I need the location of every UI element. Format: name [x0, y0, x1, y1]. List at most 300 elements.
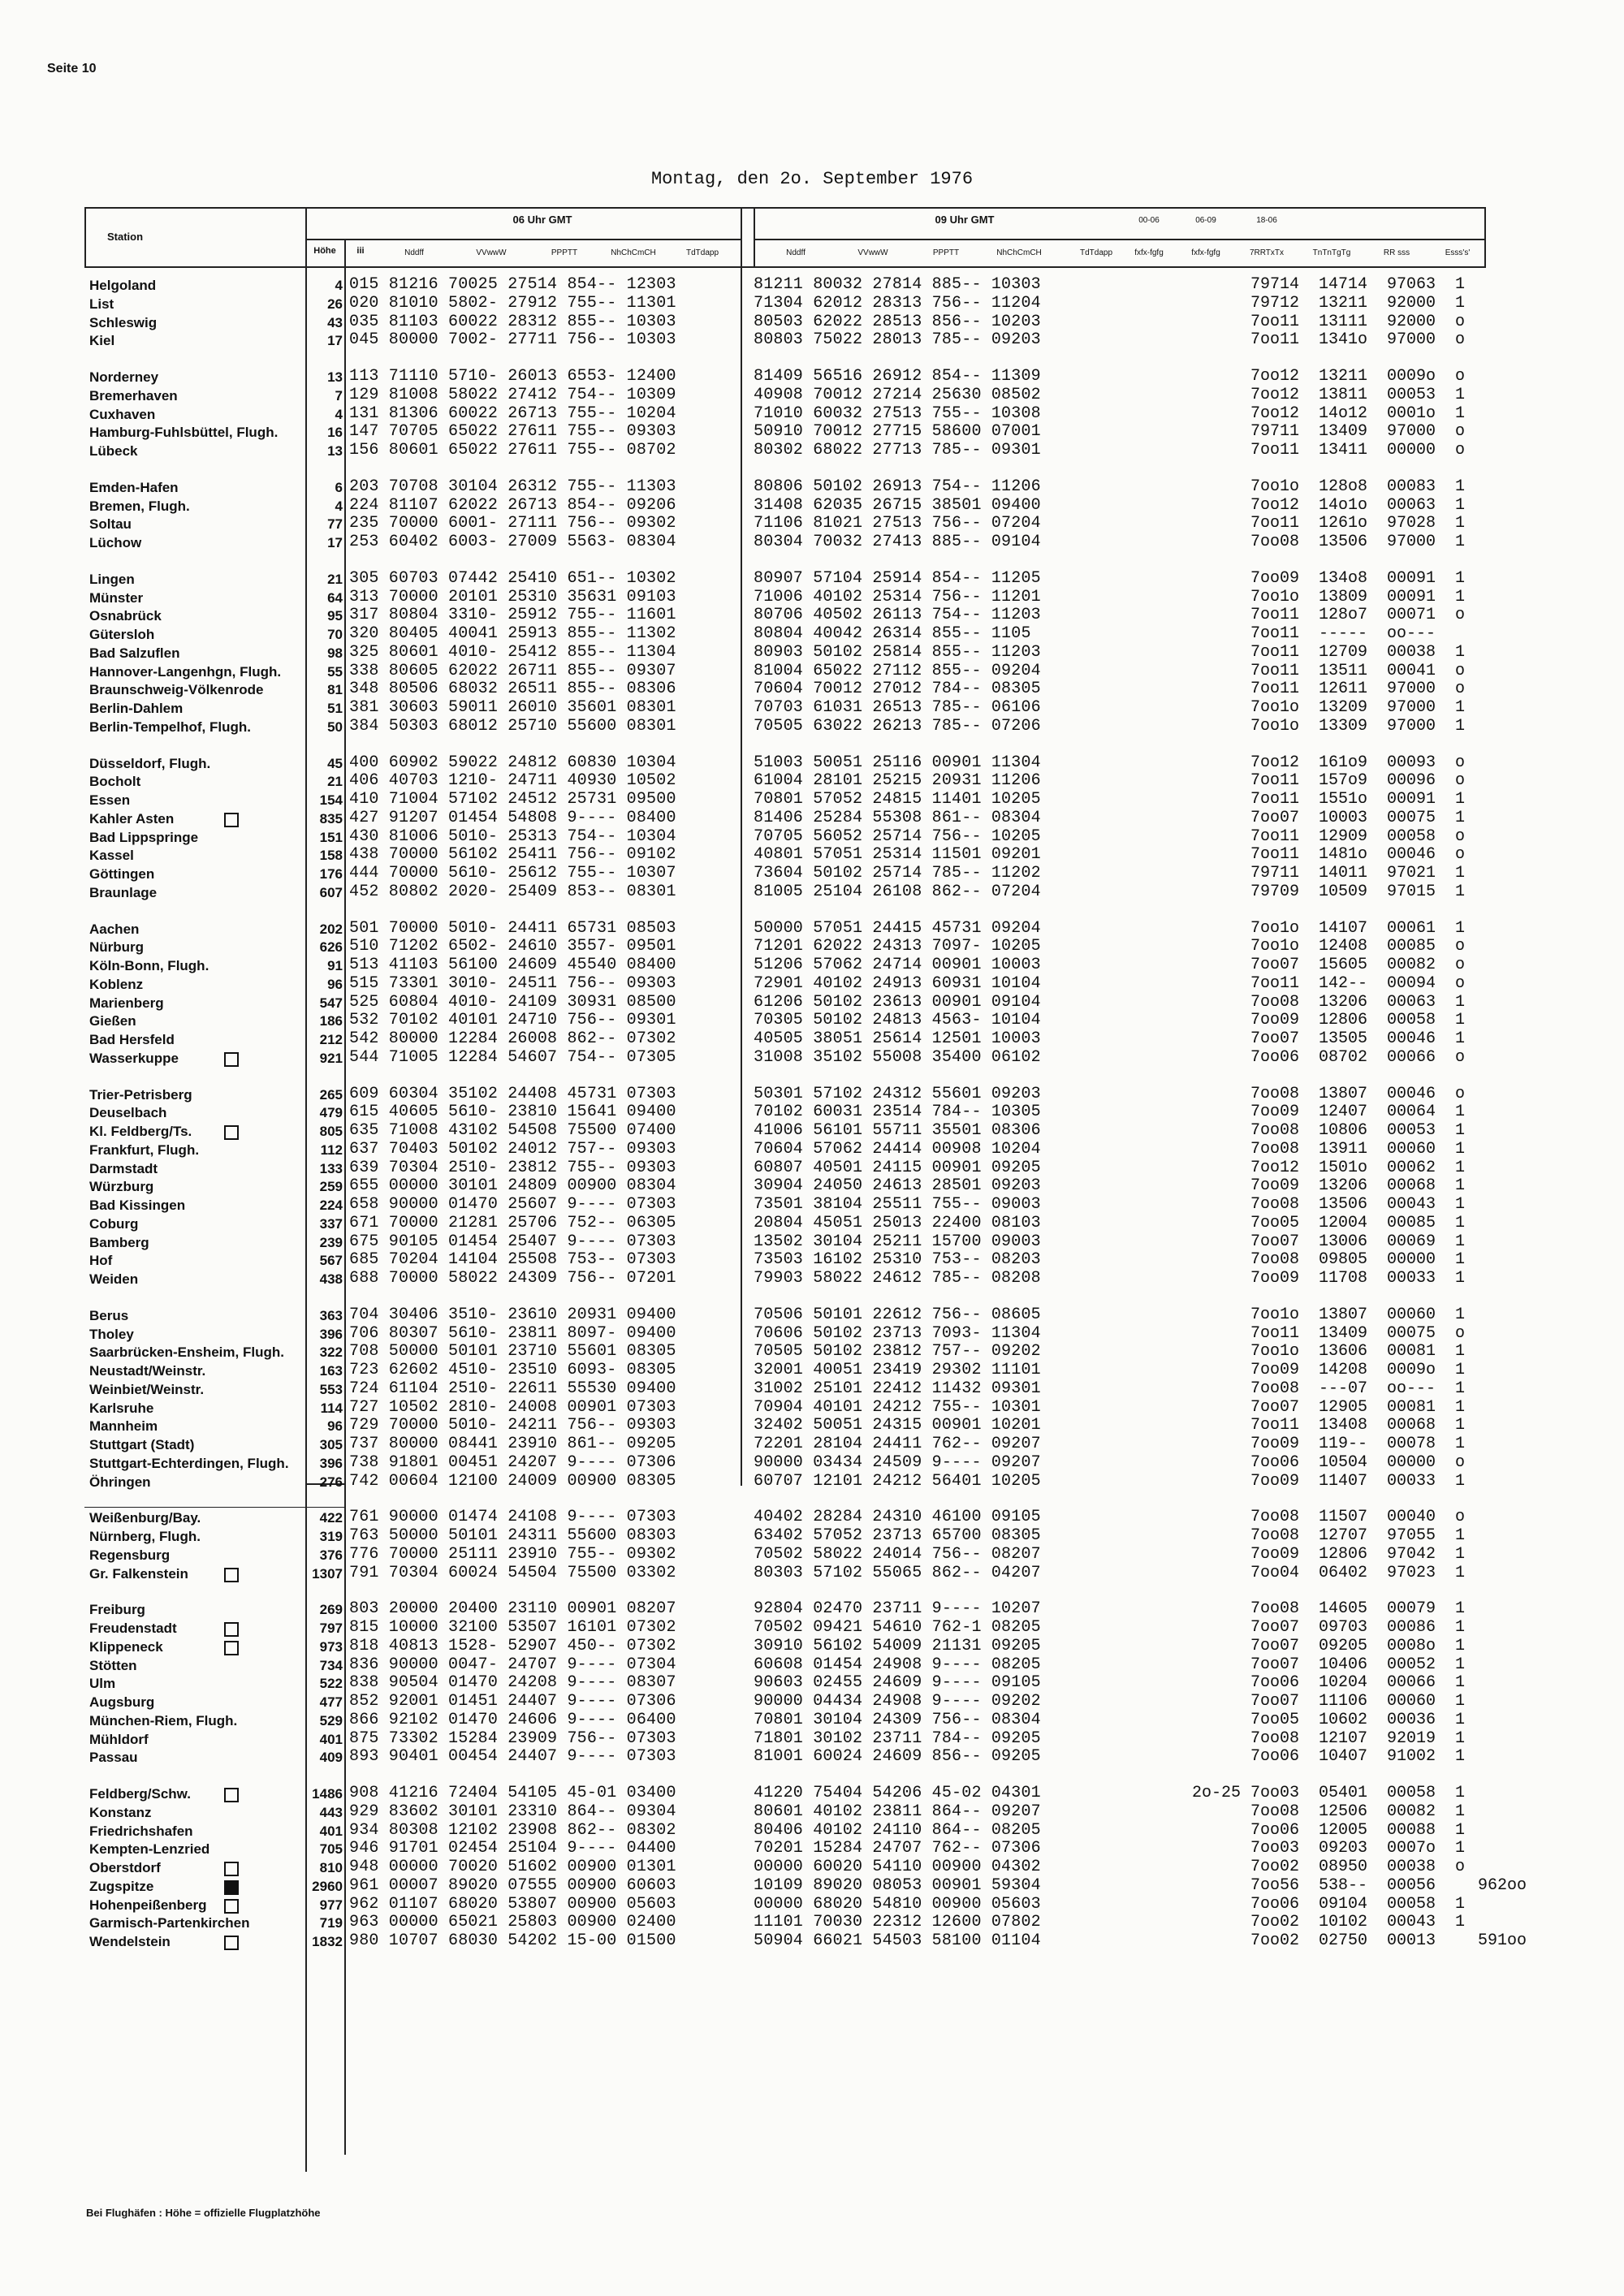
station-name: Köln-Bonn, Flugh.: [89, 958, 209, 973]
extremes-values: 7oo11 142-- 00094 o: [1250, 973, 1466, 993]
obs-06-values: 035 81103 60022 28312 855-- 10303: [349, 312, 676, 331]
obs-06-values: 685 70204 14104 25508 753-- 07303: [349, 1250, 676, 1270]
obs-06-values: 400 60902 59022 24812 60830 10304: [349, 753, 676, 772]
extremes-values: 7oo07 09205 0008o 1: [1250, 1636, 1466, 1655]
extremes-values: 7oo07 11106 00060 1: [1250, 1692, 1466, 1711]
obs-09-values: 70201 15284 24707 762-- 07306: [754, 1839, 1041, 1858]
obs-06-values: 675 90105 01454 25407 9---- 07303: [349, 1232, 676, 1251]
station-name: Neustadt/Weinstr.: [89, 1363, 206, 1379]
station-name: Bamberg: [89, 1234, 149, 1250]
col-divider: [741, 207, 742, 1486]
station-name: Helgoland: [89, 278, 157, 293]
station-altitude: 797: [319, 1621, 343, 1636]
station-header: Station: [106, 231, 144, 243]
obs-09-values: 31002 25101 22412 11432 09301: [754, 1379, 1041, 1398]
station-altitude: 55: [327, 663, 343, 680]
station-name: Tholey: [89, 1326, 134, 1342]
extremes-values: 7oo07 09703 00086 1: [1250, 1618, 1466, 1637]
obs-06-values: 776 70000 25111 23910 755-- 09302: [349, 1544, 676, 1564]
station-altitude: 2960: [312, 1878, 343, 1894]
station-altitude: 212: [319, 1032, 343, 1047]
obs-06-values: 815 10000 32100 53507 16101 07302: [349, 1618, 676, 1637]
station-name: Düsseldorf, Flugh.: [89, 755, 211, 771]
obs-06-values: 737 80000 08441 23910 861-- 09205: [349, 1435, 676, 1453]
station-name: Freiburg: [89, 1602, 145, 1618]
obs-09-values: 71106 81021 27513 756-- 07204: [754, 514, 1041, 533]
extremes-values: 7oo08 13807 00046 o: [1250, 1084, 1466, 1103]
obs-06-values: 444 70000 5610- 25612 755-- 10307: [349, 864, 676, 883]
station-name: Frankfurt, Flugh.: [89, 1142, 200, 1158]
obs-06-values: 510 71202 6502- 24610 3557- 09501: [349, 937, 676, 956]
obs-06-values: 866 92102 01470 24606 9---- 06400: [349, 1710, 676, 1729]
obs-09-values: 80806 50102 26913 754-- 11206: [754, 477, 1041, 496]
station-name: Garmisch-Partenkirchen: [89, 1915, 250, 1931]
station-name: Mühldorf: [89, 1731, 149, 1747]
station-altitude: 529: [319, 1712, 343, 1728]
station-altitude: 96: [327, 976, 343, 992]
extremes-values: 7oo06 10204 00066 1: [1250, 1673, 1466, 1693]
obs-09-values: 80804 40042 26314 855-- 1105: [754, 624, 1031, 643]
col-nddff-09: Nddff: [786, 248, 806, 257]
obs-09-values: 50904 66021 54503 58100 01104: [754, 1931, 1041, 1950]
extremes-values: 7oo1o 14107 00061 1: [1250, 918, 1466, 938]
station-name: Berlin-Dahlem: [89, 701, 184, 716]
obs-09-values: 71304 62012 28313 756-- 11204: [754, 293, 1041, 313]
station-altitude: 479: [319, 1105, 343, 1121]
obs-09-values: 79903 58022 24612 785-- 08208: [754, 1269, 1041, 1288]
station-altitude: 322: [319, 1344, 343, 1361]
station-name: Stuttgart-Echterdingen, Flugh.: [89, 1455, 289, 1471]
obs-06-values: 803 20000 20400 23110 00901 08207: [349, 1599, 676, 1619]
obs-09-values: 51206 57062 24714 00901 10003: [754, 956, 1041, 974]
station-altitude: 151: [319, 829, 343, 845]
station-altitude: 719: [319, 1915, 343, 1931]
extremes-values: 7oo12 13811 00053 1: [1250, 385, 1466, 404]
station-altitude: 43: [327, 314, 343, 330]
station-name: Darmstadt: [89, 1160, 158, 1176]
station-altitude: 13: [327, 369, 343, 385]
station-altitude: 224: [319, 1198, 343, 1213]
sub-c: 7RRTxTx: [1249, 248, 1285, 257]
empty-square-icon: [224, 813, 239, 827]
obs-06-values: 338 80605 62022 26711 855-- 09307: [349, 661, 676, 680]
obs-09-values: 70801 57052 24815 11401 10205: [754, 790, 1041, 809]
obs-06-values: 948 00000 70020 51602 00900 01301: [349, 1858, 676, 1876]
extremes-values: 7oo08 ---07 oo--- 1: [1250, 1379, 1466, 1398]
obs-09-values: 30910 56102 54009 21131 09205: [754, 1636, 1041, 1655]
extremes-values: 7oo08 13506 97000 1: [1250, 533, 1466, 551]
station-name: Freudenstadt: [89, 1621, 177, 1636]
obs-06-values: 615 40605 5610- 23810 15641 09400: [349, 1103, 676, 1122]
station-altitude: 64: [327, 589, 343, 606]
extremes-values: 7oo08 14605 00079 1: [1250, 1599, 1466, 1619]
obs-06-values: 501 70000 5010- 24411 65731 08503: [349, 918, 676, 938]
station-name: Weiden: [89, 1271, 139, 1287]
obs-09-values: 70505 63022 26213 785-- 07206: [754, 716, 1041, 736]
obs-09-values: 70705 56052 25714 756-- 10205: [754, 826, 1041, 846]
obs-09-values: 00000 60020 54110 00900 04302: [754, 1858, 1041, 1876]
extremes-values: 7oo08 12506 00082 1: [1250, 1802, 1466, 1821]
obs-09-values: 40402 28284 24310 46100 09105: [754, 1508, 1041, 1527]
station-altitude: 186: [319, 1013, 343, 1029]
obs-09-values: 81004 65022 27112 855-- 09204: [754, 661, 1041, 680]
station-name: Wendelstein: [89, 1934, 171, 1949]
extremes-values: 7oo11 13511 00041 o: [1250, 661, 1466, 680]
station-altitude: 45: [327, 755, 343, 771]
station-altitude: 567: [319, 1253, 343, 1269]
obs-06-values: 427 91207 01454 54808 9---- 08400: [349, 808, 676, 827]
obs-06-values: 253 60402 6003- 27009 5563- 08304: [349, 533, 676, 551]
sub-b: fxfx-fgfg: [1191, 248, 1220, 257]
obs-06-values: 946 91701 02454 25104 9---- 04400: [349, 1839, 676, 1858]
station-altitude: 6: [335, 479, 343, 495]
station-altitude: 259: [319, 1179, 343, 1195]
station-altitude: 810: [319, 1860, 343, 1875]
station-name: Friedrichshafen: [89, 1823, 193, 1839]
obs-09-values: 50910 70012 27715 58600 07001: [754, 422, 1041, 442]
obs-09-values: 13502 30104 25211 15700 09003: [754, 1232, 1041, 1251]
obs-09-values: 40505 38051 25614 12501 10003: [754, 1029, 1041, 1048]
extremes-values: 7oo1o 13309 97000 1: [1250, 716, 1466, 736]
station-altitude: 607: [319, 884, 343, 900]
station-altitude: 1486: [312, 1786, 343, 1802]
extremes-values: 7oo11 13111 92000 o: [1250, 312, 1466, 331]
obs-06-values: 908 41216 72404 54105 45-01 03400: [349, 1784, 676, 1802]
extremes-values: 7oo1o 13606 00081 1: [1250, 1342, 1466, 1362]
extremes-values: 7oo09 13206 00068 1: [1250, 1176, 1466, 1196]
station-name: Zugspitze: [89, 1878, 154, 1894]
extremes-values: 7oo09 12806 00058 1: [1250, 1011, 1466, 1030]
station-altitude: 17: [327, 535, 343, 550]
obs-09-values: 51003 50051 25116 00901 11304: [754, 753, 1041, 772]
table-border: [1484, 207, 1486, 268]
extremes-values: 7oo09 12806 97042 1: [1250, 1544, 1466, 1564]
extremes-values: 7oo08 13506 00043 1: [1250, 1195, 1466, 1214]
extremes-values: 7oo08 09805 00000 1: [1250, 1250, 1466, 1270]
extremes-values: 7oo11 1551o 00091 1: [1250, 790, 1466, 809]
station-altitude: 13: [327, 443, 343, 459]
extremes-values: 7oo09 11708 00033 1: [1250, 1269, 1466, 1288]
obs09-header: 09 Uhr GMT: [935, 214, 995, 226]
station-altitude: 202: [319, 921, 343, 937]
station-name: Karlsruhe: [89, 1400, 154, 1416]
extremes-values: 7oo09 134o8 00091 1: [1250, 568, 1466, 588]
page-number: Seite 10: [47, 62, 97, 76]
extra-value: 591oo: [1478, 1931, 1527, 1950]
station-name: Norderney: [89, 369, 159, 385]
station-altitude: 17: [327, 333, 343, 349]
obs-09-values: 70606 50102 23713 7093- 11304: [754, 1323, 1041, 1343]
station-name: Gr. Falkenstein: [89, 1565, 188, 1582]
station-altitude: 626: [319, 939, 343, 956]
extra-value: 962oo: [1478, 1875, 1527, 1895]
obs-06-values: 609 60304 35102 24408 45731 07303: [349, 1084, 676, 1103]
extremes-values: 7oo11 157o9 00096 o: [1250, 771, 1466, 791]
station-name: Stötten: [89, 1657, 137, 1673]
extremes-values: 7oo06 09104 00058 1: [1250, 1894, 1466, 1914]
extremes-values: 7oo08 13206 00063 1: [1250, 992, 1466, 1012]
obs-09-values: 50301 57102 24312 55601 09203: [754, 1084, 1041, 1103]
station-altitude: 547: [319, 995, 343, 1011]
extremes-values: 7oo02 08950 00038 o: [1250, 1858, 1466, 1876]
col-divider: [344, 239, 346, 2155]
station-altitude: 21: [327, 571, 343, 587]
station-name: Lübeck: [89, 443, 138, 459]
station-altitude: 401: [319, 1731, 343, 1747]
station-name: Koblenz: [89, 976, 144, 992]
station-name: Bremen, Flugh.: [89, 498, 190, 514]
station-name: Lingen: [89, 571, 135, 587]
obs-06-values: 836 90000 0047- 24707 9---- 07304: [349, 1655, 676, 1674]
empty-square-icon: [224, 1052, 239, 1067]
obs-06-values: 637 70403 50102 24012 757-- 09303: [349, 1139, 676, 1159]
station-name: Kahler Asten: [89, 810, 175, 826]
obs-09-values: 81001 60024 24609 856-- 09205: [754, 1747, 1041, 1767]
extremes-values: 7oo1o 13809 00091 1: [1250, 587, 1466, 606]
station-altitude: 158: [319, 848, 343, 864]
obs-06-values: 706 80307 5610- 23811 8097- 09400: [349, 1323, 676, 1343]
station-altitude: 1307: [312, 1565, 343, 1582]
station-name: Kiel: [89, 333, 115, 349]
col-ppptt-06: PPPTT: [551, 248, 578, 257]
extremes-values: 7oo05 10602 00036 1: [1250, 1710, 1466, 1729]
station-name: Göttingen: [89, 866, 155, 882]
obs-09-values: 73503 16102 25310 753-- 08203: [754, 1250, 1041, 1270]
station-name: Deuselbach: [89, 1105, 167, 1121]
period-b: 06-09: [1195, 216, 1216, 225]
period-note: 2o-25: [1192, 1784, 1242, 1802]
station-altitude: 81: [327, 682, 343, 698]
header-divider: [305, 239, 741, 240]
station-altitude: 91: [327, 958, 343, 973]
obs-06-values: 203 70708 30104 26312 755-- 11303: [349, 477, 676, 496]
obs-09-values: 61206 50102 23613 00901 09104: [754, 992, 1041, 1012]
station-name: Regensburg: [89, 1547, 171, 1563]
obs-09-values: 73604 50102 25714 785-- 11202: [754, 864, 1041, 883]
period-c: 18-06: [1256, 216, 1277, 225]
obs-09-values: 80601 40102 23811 864-- 09207: [754, 1802, 1041, 1821]
obs-06-values: 929 83602 30101 23310 864-- 09304: [349, 1802, 676, 1821]
obs06-header: 06 Uhr GMT: [512, 214, 572, 226]
obs-06-values: 639 70304 2510- 23812 755-- 09303: [349, 1158, 676, 1177]
obs-09-values: 71010 60032 27513 755-- 10308: [754, 404, 1041, 423]
station-altitude: 4: [335, 278, 343, 293]
station-altitude: 114: [320, 1400, 343, 1416]
obs-06-values: 381 30603 59011 26010 35601 08301: [349, 698, 676, 717]
station-name: Bad Salzuflen: [89, 645, 180, 661]
station-name: Bad Kissingen: [89, 1198, 186, 1213]
col-tdtdapp-09: TdTdapp: [1079, 248, 1113, 257]
sub-f: Esss's': [1445, 248, 1471, 257]
station-altitude: 319: [319, 1529, 343, 1544]
obs-09-values: 71201 62022 24313 7097- 10205: [754, 937, 1041, 956]
extremes-values: 7oo11 ----- oo---: [1250, 624, 1436, 643]
obs-09-values: 73501 38104 25511 755-- 09003: [754, 1195, 1041, 1214]
station-altitude: 7: [335, 387, 343, 404]
station-name: Feldberg/Schw.: [89, 1786, 192, 1802]
station-altitude: 176: [319, 866, 343, 882]
station-altitude: 973: [319, 1638, 343, 1655]
station-altitude: 734: [319, 1657, 343, 1673]
extremes-values: 7oo11 12909 00058 o: [1250, 826, 1466, 846]
obs-09-values: 80302 68022 27713 785-- 09301: [754, 441, 1041, 460]
station-name: Hannover-Langenhgn, Flugh.: [89, 663, 282, 680]
obs-09-values: 92804 02470 23711 9---- 10207: [754, 1599, 1041, 1619]
station-altitude: 409: [319, 1750, 343, 1766]
obs-06-values: 384 50303 68012 25710 55600 08301: [349, 716, 676, 736]
obs-09-values: 80503 62022 28513 856-- 10203: [754, 312, 1041, 331]
obs-09-values: 40801 57051 25314 11501 09201: [754, 845, 1041, 865]
station-name: Bad Hersfeld: [89, 1032, 175, 1047]
obs-06-values: 525 60804 4010- 24109 30931 08500: [349, 992, 676, 1012]
station-name: Oberstdorf: [89, 1860, 161, 1875]
station-altitude: 77: [327, 516, 343, 533]
obs-09-values: 20804 45051 25013 22400 08103: [754, 1213, 1041, 1232]
station-altitude: 4: [335, 406, 343, 422]
obs-06-values: 729 70000 5010- 24211 756-- 09303: [349, 1416, 676, 1435]
extremes-values: 7oo08 11507 00040 o: [1250, 1508, 1466, 1527]
obs-09-values: 70502 09421 54610 762-1 08205: [754, 1618, 1041, 1637]
extremes-values: 79714 14714 97063 1: [1250, 275, 1466, 294]
extremes-values: 7oo04 06402 97023 1: [1250, 1563, 1466, 1582]
station-name: Würzburg: [89, 1179, 154, 1195]
obs-06-values: 961 00007 89020 07555 00900 60603: [349, 1875, 676, 1895]
extremes-values: 7oo1o 128o8 00083 1: [1250, 477, 1466, 496]
extremes-values: 7oo09 14208 0009o 1: [1250, 1361, 1466, 1379]
obs-06-values: 348 80506 68032 26511 855-- 08306: [349, 680, 676, 699]
station-altitude: 921: [319, 1050, 343, 1066]
extremes-values: 79709 10509 97015 1: [1250, 882, 1466, 901]
station-name: Kl. Feldberg/Ts.: [89, 1124, 192, 1139]
obs-09-values: 31008 35102 55008 35400 06102: [754, 1047, 1041, 1067]
obs-09-values: 72201 28104 24411 762-- 09207: [754, 1435, 1041, 1453]
extremes-values: 7oo12 161o9 00093 o: [1250, 753, 1466, 772]
obs-06-values: 742 00604 12100 24009 00900 08305: [349, 1471, 676, 1491]
station-name: Berus: [89, 1307, 129, 1323]
obs-06-values: 320 80405 40041 25913 855-- 11302: [349, 624, 676, 643]
station-name: List: [89, 296, 114, 312]
obs-06-values: 542 80000 12284 26008 862-- 07302: [349, 1029, 676, 1048]
obs-09-values: 40908 70012 27214 25630 08502: [754, 385, 1041, 404]
empty-square-icon: [224, 1788, 239, 1802]
station-name: Weißenburg/Bay.: [89, 1510, 201, 1526]
station-altitude: 1832: [312, 1934, 343, 1949]
extremes-values: 7oo06 08702 00066 o: [1250, 1047, 1466, 1067]
obs-06-values: 515 73301 3010- 24511 756-- 09303: [349, 973, 676, 993]
obs-09-values: 80903 50102 25814 855-- 11203: [754, 642, 1041, 662]
page-title: Montag, den 2o. September 1976: [650, 169, 974, 189]
extremes-values: 7oo06 12005 00088 1: [1250, 1820, 1466, 1840]
station-name: Klippeneck: [89, 1638, 163, 1655]
station-name: Osnabrück: [89, 608, 162, 624]
obs-09-values: 70904 40101 24212 755-- 10301: [754, 1397, 1041, 1417]
station-altitude: 805: [319, 1124, 343, 1139]
station-name: Essen: [89, 792, 131, 808]
obs-09-values: 63402 57052 23713 65700 08305: [754, 1526, 1041, 1545]
station-name: Coburg: [89, 1215, 139, 1232]
station-name: Konstanz: [89, 1804, 152, 1820]
hoehe-header: Höhe: [313, 246, 336, 256]
station-altitude: 51: [327, 701, 343, 716]
station-name: Gießen: [89, 1013, 136, 1029]
station-altitude: 477: [319, 1694, 343, 1710]
extremes-values: 7oo12 14o1o 00063 1: [1250, 495, 1466, 515]
extremes-values: 7oo1o 12408 00085 o: [1250, 937, 1466, 956]
station-name: Münster: [89, 589, 144, 606]
station-altitude: 438: [319, 1271, 343, 1287]
extremes-values: 7oo12 1501o 00062 1: [1250, 1158, 1466, 1177]
obs-09-values: 90000 03434 24509 9---- 09207: [754, 1452, 1041, 1472]
station-name: Weinbiet/Weinstr.: [89, 1381, 205, 1397]
obs-09-values: 80803 75022 28013 785-- 09203: [754, 330, 1041, 350]
obs-09-values: 81211 80032 27814 885-- 10303: [754, 275, 1041, 294]
obs-06-values: 738 91801 00451 24207 9---- 07306: [349, 1452, 676, 1472]
obs-09-values: 32001 40051 23419 29302 11101: [754, 1361, 1041, 1379]
extremes-values: 7oo08 12707 97055 1: [1250, 1526, 1466, 1545]
station-name: Braunlage: [89, 884, 158, 900]
station-name: Passau: [89, 1750, 138, 1766]
col-vvwww-06: VVwwW: [476, 248, 507, 257]
obs-06-values: 635 71008 43102 54508 75500 07400: [349, 1121, 676, 1140]
station-altitude: 376: [319, 1547, 343, 1563]
extremes-values: 7oo11 13411 00000 o: [1250, 441, 1466, 460]
station-altitude: 422: [319, 1510, 343, 1526]
obs-06-values: 452 80802 2020- 25409 853-- 08301: [349, 882, 676, 901]
station-name: Nürnberg, Flugh.: [89, 1529, 201, 1544]
col-tdtdapp-06: TdTdapp: [685, 248, 719, 257]
station-name: Schleswig: [89, 314, 158, 330]
obs-09-values: 70502 58022 24014 756-- 08207: [754, 1544, 1041, 1564]
obs-09-values: 90603 02455 24609 9---- 09105: [754, 1673, 1041, 1693]
station-altitude: 443: [319, 1804, 343, 1820]
station-name: Bad Lippspringe: [89, 829, 199, 845]
station-altitude: 98: [327, 645, 343, 661]
station-name: Hamburg-Fuhlsbüttel, Flugh.: [89, 425, 279, 441]
obs-06-values: 113 71110 5710- 26013 6553- 12400: [349, 367, 676, 386]
obs-09-values: 70505 50102 23812 757-- 09202: [754, 1342, 1041, 1362]
obs-09-values: 00000 68020 54810 00900 05603: [754, 1894, 1041, 1914]
extremes-values: 7oo11 1481o 00046 o: [1250, 845, 1466, 865]
extremes-values: 7oo09 11407 00033 1: [1250, 1471, 1466, 1491]
obs-09-values: 11101 70030 22312 12600 07802: [754, 1913, 1041, 1932]
extremes-values: 7oo12 13211 0009o o: [1250, 367, 1466, 386]
station-name: Mannheim: [89, 1418, 158, 1435]
obs-09-values: 60807 40501 24115 00901 09205: [754, 1158, 1041, 1177]
extremes-values: 7oo07 13006 00069 1: [1250, 1232, 1466, 1251]
sub-d: TnTnTgTg: [1312, 248, 1351, 257]
extremes-values: 7oo56 538-- 00056: [1250, 1875, 1436, 1895]
obs-09-values: 70604 70012 27012 784-- 08305: [754, 680, 1041, 699]
obs-09-values: 81406 25284 55308 861-- 08304: [754, 808, 1041, 827]
sub-a: fxfx-fgfg: [1134, 248, 1164, 257]
obs-06-values: 655 00000 30101 24809 00900 08304: [349, 1176, 676, 1196]
obs-06-values: 015 81216 70025 27514 854-- 12303: [349, 275, 676, 294]
station-altitude: 16: [327, 425, 343, 441]
extremes-values: 79711 13409 97000 o: [1250, 422, 1466, 442]
obs-09-values: 70305 50102 24813 4563- 10104: [754, 1011, 1041, 1030]
station-altitude: 401: [319, 1823, 343, 1839]
station-name: Lüchow: [89, 535, 142, 550]
empty-square-icon: [224, 1568, 239, 1582]
station-name: Kassel: [89, 848, 134, 864]
station-altitude: 396: [319, 1326, 343, 1342]
extremes-values: 7oo02 10102 00043 1: [1250, 1913, 1466, 1932]
station-altitude: 50: [327, 719, 343, 735]
obs-09-values: 72901 40102 24913 60931 10104: [754, 973, 1041, 993]
obs-06-values: 763 50000 50101 24311 55600 08303: [349, 1526, 676, 1545]
station-altitude: 276: [319, 1474, 343, 1490]
station-altitude: 522: [319, 1676, 343, 1692]
